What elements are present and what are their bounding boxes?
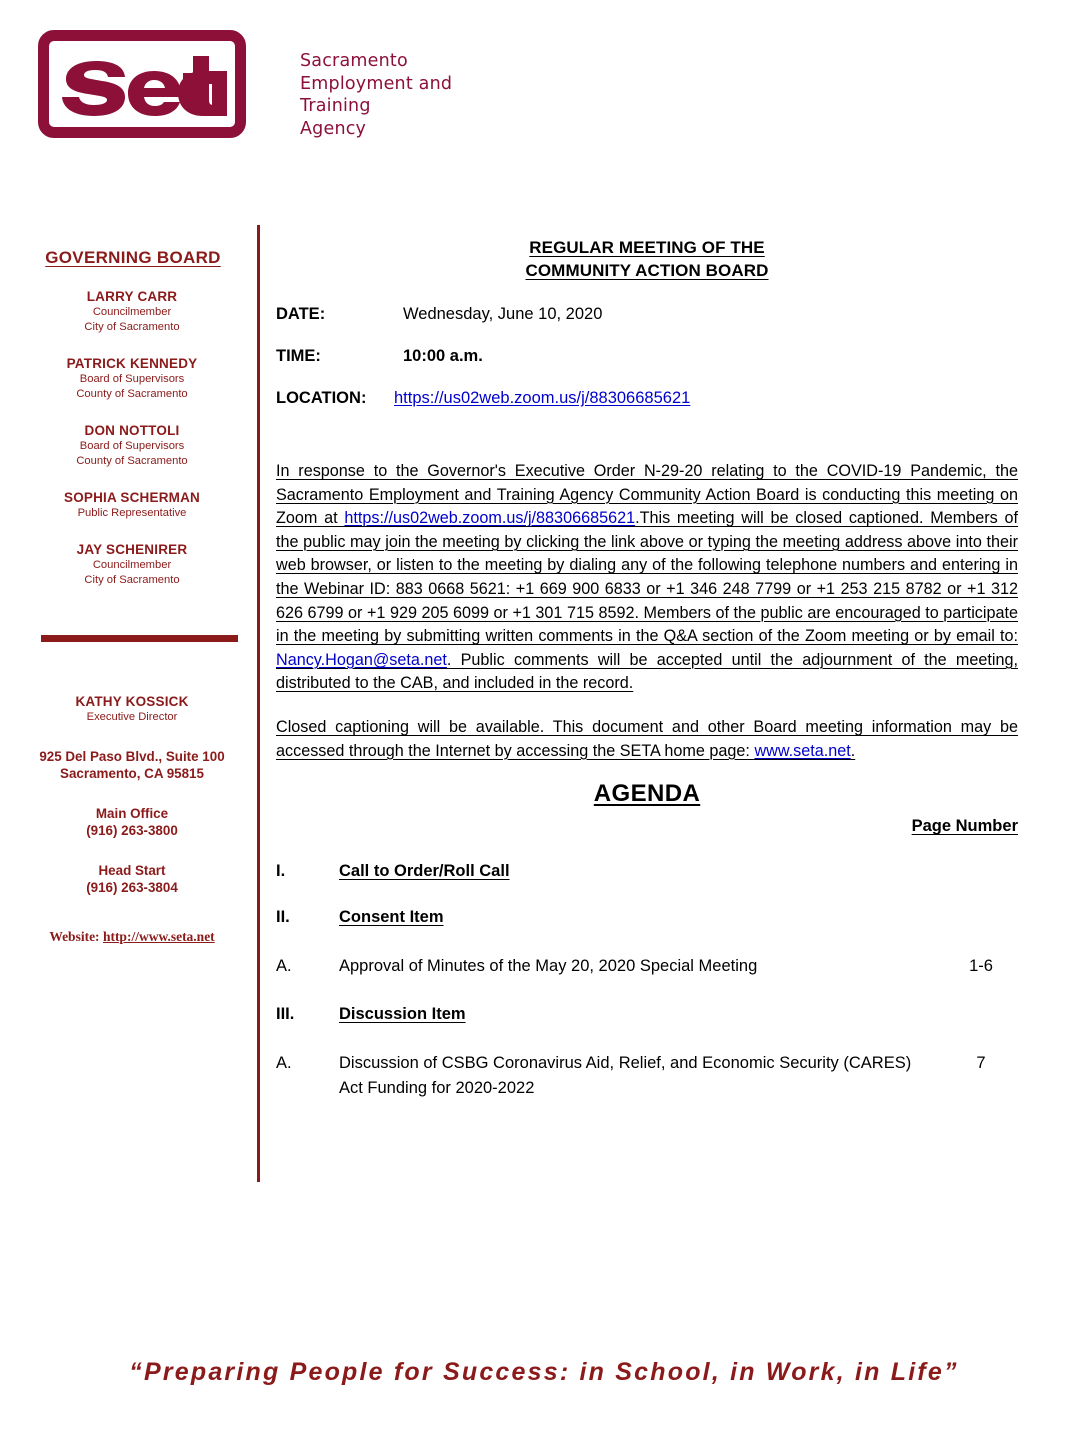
- agenda-item-page: 1-6: [969, 957, 993, 976]
- agenda-section-call-to-order: [276, 861, 1018, 882]
- meeting-title-line-1: REGULAR MEETING OF THE: [529, 238, 765, 257]
- seta-logo: [38, 30, 246, 138]
- agenda-section-number: III.: [276, 1005, 295, 1024]
- agenda-item-page: 7: [976, 1054, 986, 1073]
- board-member-role: Councilmember: [92, 559, 172, 571]
- head-start-number: (916) 263-3804: [86, 880, 178, 895]
- agenda-section-label: Consent Item: [339, 908, 444, 927]
- address-line-1: 925 Del Paso Blvd., Suite 100: [39, 749, 225, 764]
- captioning-notice-part-2: .: [850, 741, 856, 760]
- meeting-location-label-text: LOCATION: [276, 389, 361, 407]
- public-comment-email-link[interactable]: Nancy.Hogan@seta.net: [276, 650, 447, 669]
- board-member-jurisdiction: City of Sacramento: [84, 574, 180, 586]
- covid-notice-part-2: .This meeting will be closed captioned. Members of the public may join the meeting by clicking the link above or typing the meeting address above into their web browser, or listen to the meeting by dialing any of the following telephone numbers and entering in the Webinar ID: 883 0668 5621: +1 669 900 6833 or +1 346 248 7799 or +1 253 215 8782 or +1 312 626 6799 or +1 929 205 6099 or +1 301 715 8592. Members of the public are encouraged to participate in the meeting by submitting written comments in the Q&A section of the Zoom meeting or by email to:: [276, 509, 1019, 646]
- agency-name-line-4: Agency: [300, 118, 367, 139]
- website-line: [0, 929, 258, 945]
- meeting-time-row: [276, 346, 1018, 366]
- agency-name-line-2: Employment and: [300, 73, 453, 94]
- meeting-location-label: LOCATION:: [276, 389, 367, 407]
- board-member-role: Councilmember: [92, 306, 172, 318]
- agenda-item-approval-of-minutes: [276, 954, 1018, 979]
- board-member-jurisdiction: County of Sacramento: [76, 455, 188, 467]
- page-number-column-header-text: Page Number: [911, 817, 1018, 836]
- board-member-role: Board of Supervisors: [79, 440, 185, 452]
- sidebar: [0, 225, 258, 945]
- footer-tagline: “Preparing People for Success: in School, in Work, in Life”: [129, 1358, 959, 1386]
- executive-director-block: [0, 694, 258, 725]
- board-member-role: Board of Supervisors: [79, 373, 185, 385]
- board-member-name: SOPHIA SCHERMAN: [63, 490, 200, 505]
- zoom-meeting-link[interactable]: https://us02web.zoom.us/j/88306685621: [394, 389, 691, 407]
- meeting-date-value: Wednesday, June 10, 2020: [403, 305, 603, 323]
- page-number-column-header: [276, 817, 1018, 836]
- agenda-title: [276, 780, 1018, 808]
- agenda-section-label: Call to Order/Roll Call: [339, 862, 510, 881]
- meeting-date-label: DATE:: [276, 305, 326, 323]
- agency-name: [300, 50, 452, 140]
- head-start-label: Head Start: [98, 863, 166, 878]
- agenda-item-csbg-cares-funding: [276, 1051, 1018, 1101]
- agenda-section-consent-item: [276, 907, 1018, 928]
- board-member-jurisdiction: County of Sacramento: [76, 388, 188, 400]
- board-member-name: LARRY CARR: [86, 289, 178, 304]
- meeting-location-value: [394, 388, 690, 408]
- board-member-jay-schenirer: [0, 542, 258, 588]
- board-member-role: Public Representative: [77, 507, 187, 519]
- covid-notice-paragraph: [276, 460, 1018, 696]
- board-member-name: DON NOTTOLI: [84, 423, 180, 438]
- meeting-time-label-text: TIME: [276, 347, 316, 365]
- meeting-time-label: TIME:: [276, 347, 321, 365]
- main-office-label: Main Office: [95, 806, 169, 821]
- agenda-item-number: A.: [276, 957, 292, 976]
- meeting-title: [276, 236, 1018, 282]
- board-member-jurisdiction: City of Sacramento: [84, 321, 180, 333]
- agency-address: [0, 748, 258, 782]
- meeting-title-line-2: COMMUNITY ACTION BOARD: [525, 261, 769, 280]
- website-label: Website:: [49, 929, 100, 944]
- agenda-item-label: Approval of Minutes of the May 20, 2020 Special Meeting: [339, 957, 758, 976]
- letterhead: [0, 0, 1088, 200]
- agency-name-line-3: Training: [300, 96, 371, 116]
- meeting-date-label-text: DATE: [276, 305, 320, 323]
- captioning-notice-part-1: Closed captioning will be available. This document and other Board meeting information may be accessed through the Internet by accessing the SETA home page:: [276, 717, 1018, 760]
- agenda-title-text: AGENDA: [593, 780, 701, 808]
- covid-notice-part-1: In response to the Governor's Executive Order N-29-20 relating to the COVID-19 Pandemic, the Sacramento Employment and Training Agency Community Action Board is conducting this meeting on Zoom at: [276, 462, 1018, 528]
- seta-logo-wordmark: [49, 41, 235, 127]
- board-member-sophia-scherman: [0, 490, 258, 521]
- agenda-section-number: I.: [276, 862, 286, 881]
- sidebar-title: [0, 248, 258, 268]
- sidebar-title-text: GOVERNING BOARD: [45, 248, 221, 267]
- sidebar-divider-rule: [41, 635, 238, 642]
- website-url-link[interactable]: http://www.seta.net: [102, 929, 215, 944]
- main-office-phone: [0, 805, 258, 839]
- meeting-date-row: [276, 304, 1018, 324]
- board-member-name: JAY SCHENIRER: [76, 542, 188, 557]
- head-start-phone: [0, 862, 258, 896]
- board-member-don-nottoli: [0, 423, 258, 469]
- seta-home-page-link[interactable]: www.seta.net: [754, 741, 851, 760]
- agency-name-line-1: Sacramento: [300, 51, 408, 71]
- executive-director-title: Executive Director: [86, 711, 178, 723]
- board-member-patrick-kennedy: [0, 356, 258, 402]
- agenda-section-label: Discussion Item: [339, 1005, 466, 1024]
- main-content: [276, 228, 1018, 1101]
- captioning-notice-paragraph: [276, 716, 1018, 763]
- agenda-item-number: A.: [276, 1054, 292, 1073]
- agenda-section-number: II.: [276, 908, 290, 927]
- main-office-number: (916) 263-3800: [86, 823, 178, 838]
- meeting-time-value: 10:00 a.m.: [403, 347, 483, 365]
- board-member-larry-carr: [0, 289, 258, 335]
- covid-notice-part-3: . Public comments will be accepted until the adjournment of the meeting, distributed to the CAB, and included in the record.: [276, 650, 1018, 693]
- address-line-2: Sacramento, CA 95815: [60, 766, 204, 781]
- meeting-location-row: [276, 388, 1018, 408]
- zoom-inline-link[interactable]: https://us02web.zoom.us/j/88306685621: [344, 509, 636, 528]
- board-member-name: PATRICK KENNEDY: [66, 356, 198, 371]
- agenda-item-label: Discussion of CSBG Coronavirus Aid, Relief, and Economic Security (CARES) Act Funding for 2020-2022: [339, 1054, 912, 1098]
- executive-director-name: KATHY KOSSICK: [75, 694, 189, 709]
- agenda-section-discussion-item: [276, 1004, 1018, 1025]
- sidebar-vertical-divider: [257, 225, 260, 1182]
